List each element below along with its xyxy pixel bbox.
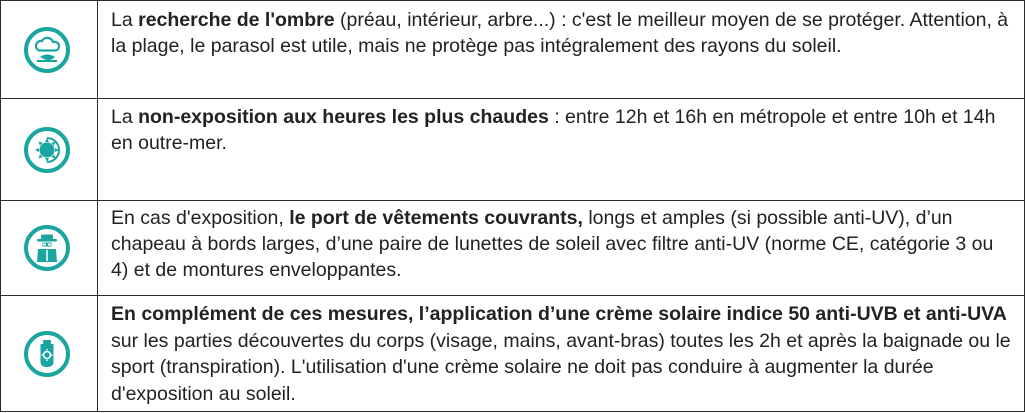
icon-cell bbox=[1, 1, 98, 98]
table-row bbox=[1, 201, 1024, 296]
covered-person-icon bbox=[23, 224, 71, 272]
row-highlight: le port de vêtements couvrants, bbox=[289, 207, 583, 229]
shade-cloud-icon bbox=[23, 26, 71, 74]
row-highlight: En complément de ces mesures, l’application d’une crème solaire indice 50 anti-UVB et anti-UVA bbox=[111, 303, 1007, 325]
sun-icon bbox=[23, 126, 71, 174]
row-text: La recherche de l'ombre (préau, intérieur, arbre...) : c'est le meilleur moyen de se protéger. Attention, à la plage, le parasol est utile, mais ne protège pas intégralement des rayons du soleil. bbox=[111, 9, 1009, 57]
row-highlight: recherche de l'ombre bbox=[138, 9, 335, 31]
row-text: En cas d'exposition, le port de vêtements couvrants, longs et amples (si possible anti-UV), d’un chapeau à bords larges, d’une paire de lunettes de soleil avec filtre anti-UV (norme CE, catégorie 3 ou 4) et de montures enveloppantes. bbox=[111, 207, 994, 281]
row-text: La non-exposition aux heures les plus chaudes : entre 12h et 16h en métropole et entre 10h et 14h en outre-mer. bbox=[111, 106, 996, 154]
icon-cell bbox=[1, 99, 98, 200]
table-row bbox=[1, 296, 1024, 412]
icon-cell bbox=[1, 201, 98, 295]
table-row bbox=[1, 99, 1024, 201]
icon-cell bbox=[1, 296, 98, 411]
row-text: En complément de ces mesures, l’application d’une crème solaire indice 50 anti-UVB et anti-UVA sur les parties découvertes du corps (visage, mains, avant-bras) toutes les 2h et après la baignade ou le sport (transpiration). L'utilisation d'une crème solaire ne doit pas conduire à augmenter la durée d'exposition au soleil. bbox=[111, 303, 1011, 405]
table-row bbox=[1, 1, 1024, 99]
row-highlight: non-exposition aux heures les plus chaudes bbox=[138, 106, 549, 128]
sunscreen-tube-icon bbox=[23, 330, 71, 378]
